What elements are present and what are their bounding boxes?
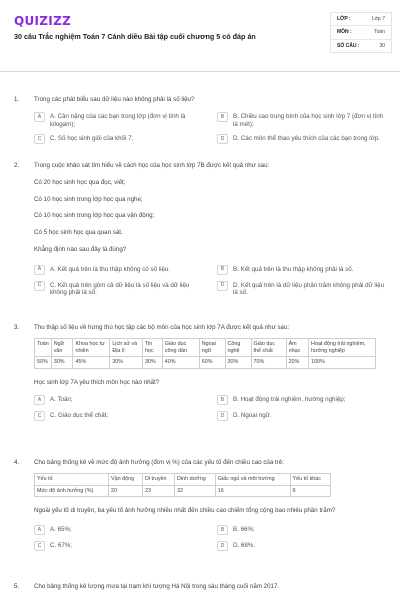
table-cell: Yếu tố khác — [290, 473, 330, 485]
worksheet-meta-box — [330, 12, 392, 53]
question-text: Cho bảng thống kê lượng mưa tại trạm khí tượng Hà Nội trong sáu tháng cuối năm 2017. — [34, 583, 280, 590]
question-text: Thu thập số liệu về hứng thú học tập các bộ môn của học sinh lớp 7A được kết quả như sau: — [34, 324, 290, 331]
question-number: 4. — [14, 459, 20, 466]
worksheet-header — [0, 0, 400, 72]
answer-options — [34, 112, 388, 145]
table-cell: 100% — [309, 357, 376, 369]
option-b[interactable] — [217, 265, 388, 275]
option-letter-box: D — [217, 541, 228, 551]
question-text: Trong các phát biểu sau dữ liệu nào không phải là số liệu? — [34, 96, 195, 103]
option-text: D. Kết quả trên là dữ liệu phân trăm không phải dữ liệu là số. — [233, 281, 385, 297]
table-cell: 40% — [162, 357, 199, 369]
question-line: Có 5 học sinh học qua quan sát. — [34, 229, 123, 236]
question-text: Cho bảng thống kê về mức độ ảnh hưởng (đơn vị %) của các yếu tố đến chiều cao của trẻ: — [34, 459, 284, 466]
table-cell: 60% — [199, 357, 225, 369]
question-line: Khẳng định nào sau đây là đúng? — [34, 245, 127, 253]
table-cell: 70% — [251, 357, 286, 369]
table-cell: 30% — [225, 357, 251, 369]
page-title: 30 câu Trắc nghiệm Toán 7 Cánh diều Bài tập cuối chương 5 có đáp án — [14, 32, 256, 41]
option-letter-box: C — [34, 411, 45, 421]
question-4 — [14, 459, 388, 551]
meta-label: LỚP : — [337, 16, 351, 22]
option-d[interactable] — [217, 281, 388, 298]
option-a[interactable] — [34, 265, 205, 275]
option-letter-box: A — [34, 525, 45, 535]
option-letter-box: A — [34, 395, 45, 405]
table-cell: Lịch sử và Địa lí — [110, 338, 143, 357]
option-letter-box: C — [34, 281, 45, 291]
table-cell: Giáo dục công dân — [162, 338, 199, 357]
meta-row-subject — [331, 26, 391, 39]
question-number: 5. — [14, 583, 20, 590]
option-text: A. 65%; — [50, 526, 72, 533]
option-text: C. Giáo dục thể chất; — [50, 411, 109, 419]
table-cell: 9 — [290, 485, 330, 497]
option-c[interactable] — [34, 134, 205, 144]
option-letter-box: D — [217, 411, 228, 421]
table-cell: Giáo dục thể chất — [251, 338, 286, 357]
table-cell: 30% — [142, 357, 162, 369]
table-cell: 50% — [35, 357, 52, 369]
question-number: 3. — [14, 324, 20, 331]
table-cell: Giấc ngủ và môi trường — [215, 473, 290, 485]
option-text: D. Ngoại ngữ. — [233, 411, 272, 419]
table-cell: Mức độ ảnh hưởng (%) — [35, 485, 109, 497]
question-number: 2. — [14, 162, 20, 169]
table-cell: 20 — [109, 485, 143, 497]
table-cell: 45% — [73, 357, 110, 369]
option-text: C. 67%; — [50, 542, 73, 549]
option-b[interactable] — [217, 395, 388, 405]
option-letter-box: A — [34, 112, 45, 122]
meta-row-count — [331, 40, 391, 52]
answer-options — [34, 395, 388, 421]
height-factor-table — [34, 473, 331, 498]
table-cell: 32 — [175, 485, 216, 497]
meta-label: MÔN : — [337, 29, 352, 36]
meta-value: Toán — [374, 29, 385, 36]
option-c[interactable] — [34, 281, 205, 298]
option-c[interactable] — [34, 411, 205, 421]
option-text: D. Các môn thể thao yêu thích của các bạn trong lớp. — [233, 135, 380, 143]
option-letter-box: A — [34, 265, 45, 275]
meta-value: 30 — [379, 42, 385, 49]
table-cell: Yếu tố — [35, 473, 109, 485]
option-c[interactable] — [34, 541, 205, 551]
table-cell: Tin học — [142, 338, 162, 357]
question-5 — [14, 583, 388, 591]
table-cell: 23 — [142, 485, 174, 497]
question-number: 1. — [14, 96, 20, 103]
option-text: D. 68%. — [233, 542, 256, 549]
option-text: A. Cân nặng của các bạn trong lớp (đơn vị tính là kilogam); — [50, 112, 186, 128]
option-a[interactable] — [34, 112, 205, 129]
interest-table — [34, 338, 376, 369]
option-text: C. Số học sinh giỏi của khối 7; — [50, 135, 134, 143]
option-text: C. Kết quả trên gồm cả dữ liệu là số liệu và dữ liệu không phải là số. — [50, 281, 190, 297]
option-letter-box: B — [217, 112, 228, 122]
question-text: Trong cuộc khảo sát tìm hiểu về cách học của học sinh lớp 7B được kết quả như sau: — [34, 162, 270, 169]
option-letter-box: C — [34, 134, 45, 144]
option-letter-box: B — [217, 395, 228, 405]
meta-value: Lớp 7 — [371, 16, 385, 22]
meta-label: SỐ CÂU : — [337, 42, 360, 49]
question-1 — [14, 96, 388, 144]
question-line: Có 10 học sinh trong lớp học qua nghe; — [34, 195, 143, 203]
option-text: B. 66%; — [233, 526, 255, 533]
table-cell: 30% — [110, 357, 143, 369]
option-a[interactable] — [34, 525, 205, 535]
table-cell: 30% — [51, 357, 73, 369]
answer-options — [34, 525, 388, 551]
table-cell: 20% — [286, 357, 308, 369]
table-cell: Ngữ văn — [51, 338, 73, 357]
option-letter-box: D — [217, 281, 228, 291]
table-row — [35, 485, 331, 497]
question-prompt: Học sinh lớp 7A yêu thích môn học nào nhất? — [34, 379, 160, 386]
option-letter-box: D — [217, 134, 228, 144]
option-text: B. Chiều cao trung bình của học sinh lớp 7 (đơn vị tính là mét); — [233, 112, 384, 128]
table-row — [35, 357, 376, 369]
question-prompt: Ngoài yếu tố di truyền, ba yếu tố ảnh hưởng nhiều nhất đến chiều cao chiếm tổng cộng bao nhiêu phần trăm? — [34, 507, 336, 515]
answer-options — [34, 265, 388, 298]
option-d[interactable] — [217, 134, 388, 144]
option-text: B. Hoạt động trải nghiệm, hướng nghiệp; — [233, 395, 346, 403]
quizizz-logo: QUIZIZZ — [14, 14, 72, 28]
table-cell: Toán — [35, 338, 52, 357]
option-text: A. Toán; — [50, 395, 73, 403]
meta-row-grade — [331, 13, 391, 26]
option-letter-box: B — [217, 265, 228, 275]
question-2 — [14, 162, 388, 297]
table-header-row — [35, 338, 376, 357]
table-cell: Khoa học tự nhiên — [73, 338, 110, 357]
table-cell: Di truyền — [142, 473, 174, 485]
option-letter-box: C — [34, 541, 45, 551]
question-line: Có 20 học sinh học qua đọc, viết; — [34, 178, 126, 186]
question-line: Có 10 học sinh trong lớp học qua vận động; — [34, 212, 155, 220]
option-text: A. Kết quả trên là thu thập không có số liệu. — [50, 265, 171, 273]
table-cell: Hoạt động trải nghiệm, hướng nghiệp — [309, 338, 376, 357]
table-cell: Dinh dưỡng — [175, 473, 216, 485]
option-text: B. Kết quả trên là thu thập không phải là số. — [233, 265, 354, 273]
table-cell: Vận động — [109, 473, 143, 485]
option-b[interactable] — [217, 525, 388, 535]
table-cell: Ngoại ngữ — [199, 338, 225, 357]
option-letter-box: B — [217, 525, 228, 535]
option-b[interactable] — [217, 112, 388, 129]
table-header-row — [35, 473, 331, 485]
table-cell: Công nghệ — [225, 338, 251, 357]
question-3 — [14, 324, 388, 421]
option-d[interactable] — [217, 541, 388, 551]
table-cell: Âm nhạc — [286, 338, 308, 357]
option-a[interactable] — [34, 395, 205, 405]
option-d[interactable] — [217, 411, 388, 421]
table-cell: 16 — [215, 485, 290, 497]
